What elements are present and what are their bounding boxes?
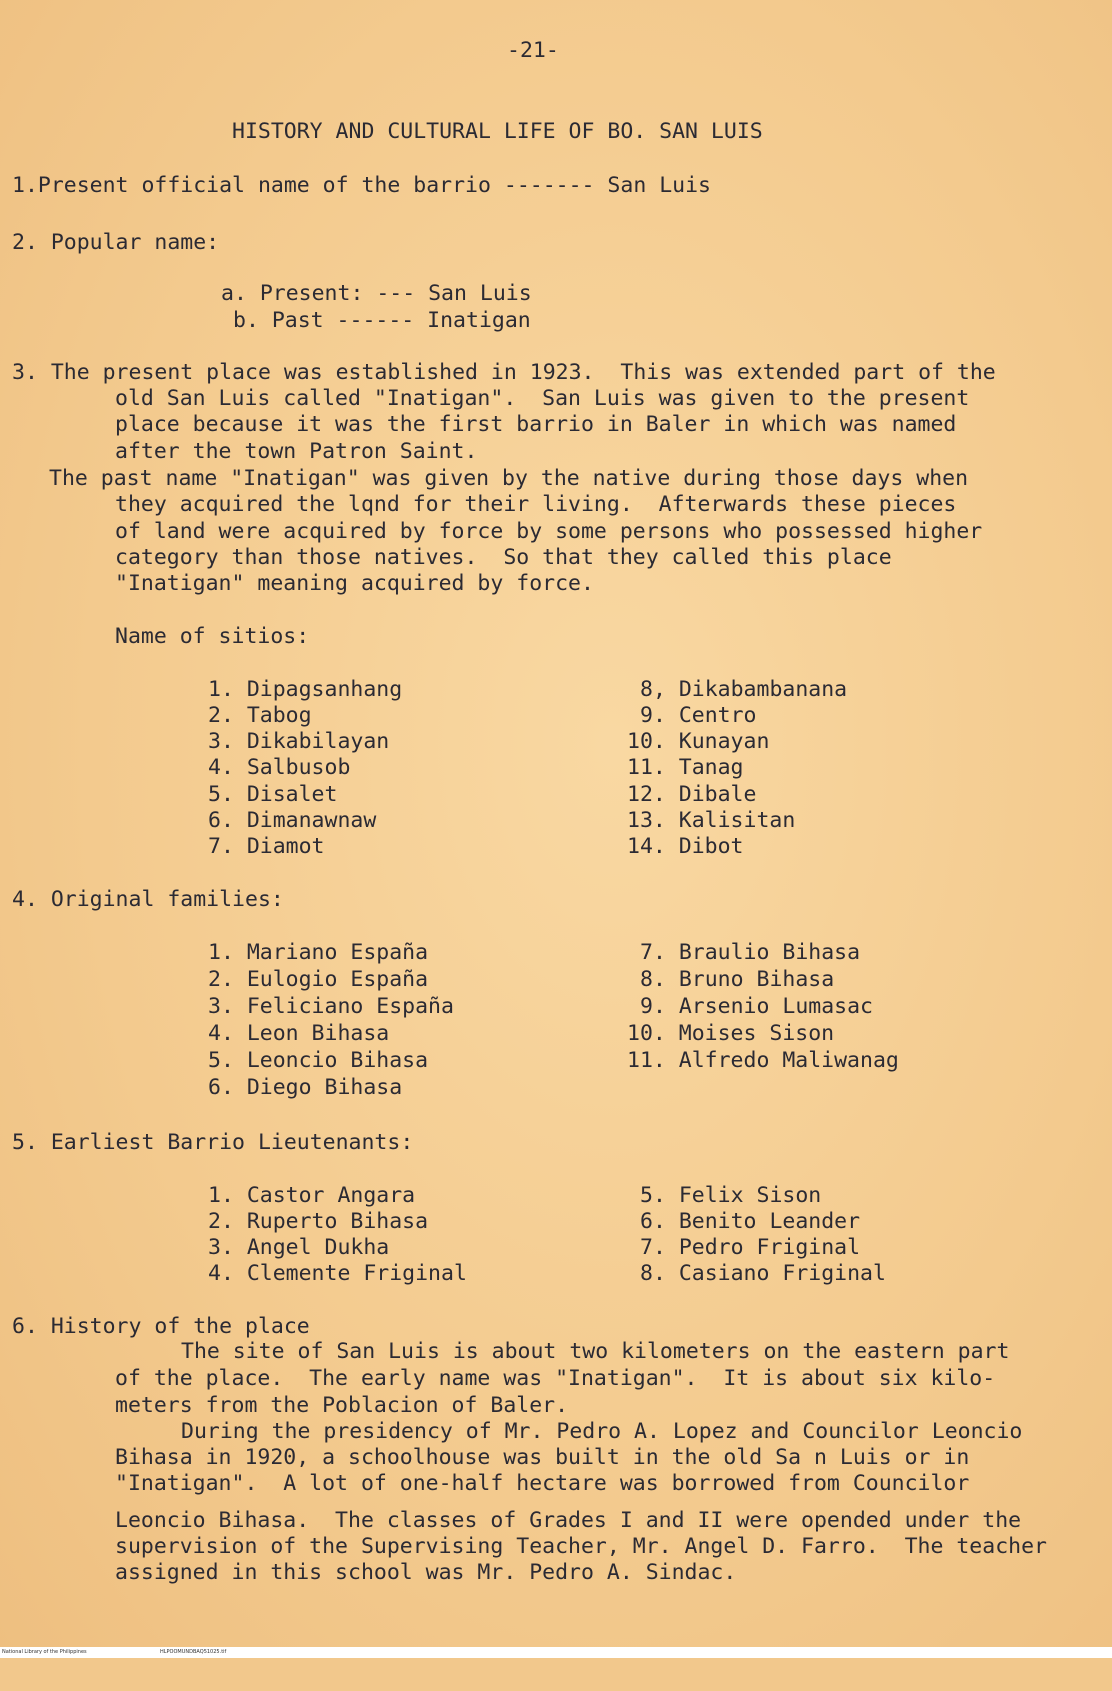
item-3-line: old San Luis called "Inatigan". San Luis was given to the present: [115, 386, 970, 411]
item-3-line: place because it was the first barrio in Baler in which was named: [115, 412, 957, 437]
sitio-item: 8, Dikabambanana: [640, 677, 848, 702]
item-3-line: "Inatigan" meaning acquired by force.: [115, 571, 594, 596]
family-item: 1. Mariano España: [208, 940, 429, 965]
item-2-label: 2. Popular name:: [12, 230, 220, 255]
sitio-item: 6. Dimanawnaw: [208, 808, 377, 833]
item-3-line: they acquired the lqnd for their living. Afterwards these pieces: [115, 492, 957, 517]
sitio-item: 4. Salbusob: [208, 755, 351, 780]
family-item: 5. Leoncio Bihasa: [208, 1048, 429, 1073]
lieutenant-item: 4. Clemente Friginal: [208, 1261, 467, 1286]
lieutenant-item: 8. Casiano Friginal: [640, 1261, 886, 1286]
family-item: 11. Alfredo Maliwanag: [627, 1048, 899, 1073]
history-line: meters from the Poblacion of Baler.: [115, 1393, 569, 1418]
family-item: 8. Bruno Bihasa: [640, 967, 835, 992]
item-3-line: The past name "Inatigan" was given by the native during those days when: [49, 466, 969, 491]
lieutenant-item: 7. Pedro Friginal: [640, 1235, 861, 1260]
history-line: Bihasa in 1920, a schoolhouse was built in the old Sa n Luis or in: [115, 1445, 970, 1470]
sitio-item: 13. Kalisitan: [627, 808, 796, 833]
family-item: 10. Moises Sison: [627, 1021, 835, 1046]
family-item: 2. Eulogio España: [208, 967, 429, 992]
item-4-label: 4. Original families:: [12, 887, 284, 912]
footer-library: National Library of the Philippines: [2, 1649, 87, 1655]
lieutenant-item: 1. Castor Angara: [208, 1183, 416, 1208]
lieutenant-item: 2. Ruperto Bihasa: [208, 1209, 429, 1234]
sitio-item: 5. Disalet: [208, 782, 338, 807]
family-item: 7. Braulio Bihasa: [640, 940, 861, 965]
sitio-item: 1. Dipagsanhang: [208, 677, 403, 702]
history-line: "Inatigan". A lot of one-half hectare was borrowed from Councilor: [115, 1471, 970, 1496]
item-1-official-name: 1.Present official name of the barrio ------- San Luis: [12, 173, 711, 198]
popular-name-past: b. Past ------ Inatigan: [233, 308, 531, 333]
history-line: During the presidency of Mr. Pedro A. Lopez and Councilor Leoncio: [181, 1419, 1023, 1444]
sitio-item: 12. Dibale: [627, 782, 757, 807]
history-line: supervision of the Supervising Teacher, Mr. Angel D. Farro. The teacher: [115, 1534, 1047, 1559]
footer-filename: HLPOOMUNDBAQ51025.tif: [160, 1649, 227, 1655]
sitio-item: 10. Kunayan: [627, 729, 770, 754]
family-item: 3. Feliciano España: [208, 994, 454, 1019]
sitio-item: 9. Centro: [640, 703, 757, 728]
lieutenant-item: 5. Felix Sison: [640, 1183, 822, 1208]
item-3-line: of land were acquired by force by some persons who possessed higher: [115, 519, 983, 544]
item-3-line: category than those natives. So that they called this place: [115, 545, 892, 570]
item-6-label: 6. History of the place: [12, 1314, 310, 1339]
item-5-label: 5. Earliest Barrio Lieutenants:: [12, 1130, 414, 1155]
page-number: -21-: [507, 38, 559, 63]
popular-name-present: a. Present: --- San Luis: [221, 281, 532, 306]
sitio-item: 11. Tanag: [627, 755, 744, 780]
item-3-line: 3. The present place was established in 1923. This was extended part of the: [12, 360, 996, 385]
lieutenant-item: 6. Benito Leander: [640, 1209, 861, 1234]
family-item: 4. Leon Bihasa: [208, 1021, 390, 1046]
lieutenant-item: 3. Angel Dukha: [208, 1235, 390, 1260]
scan-footer: [0, 1647, 1112, 1658]
family-item: 9. Arsenio Lumasac: [640, 994, 873, 1019]
sitio-item: 7. Diamot: [208, 834, 325, 859]
sitio-item: 2. Tabog: [208, 703, 312, 728]
page-title: HISTORY AND CULTURAL LIFE OF BO. SAN LUIS: [232, 119, 763, 144]
history-line: Leoncio Bihasa. The classes of Grades I and II were opended under the: [115, 1508, 1022, 1533]
sitio-item: 14. Dibot: [627, 834, 744, 859]
sitios-label: Name of sitios:: [115, 624, 310, 649]
history-line: assigned in this school was Mr. Pedro A. Sindac.: [115, 1560, 737, 1585]
sitio-item: 3. Dikabilayan: [208, 729, 390, 754]
history-line: of the place. The early name was "Inatigan". It is about six kilo-: [115, 1366, 996, 1391]
item-3-line: after the town Patron Saint.: [115, 439, 478, 464]
family-item: 6. Diego Bihasa: [208, 1075, 403, 1100]
history-line: The site of San Luis is about two kilometers on the eastern part: [181, 1339, 1010, 1364]
